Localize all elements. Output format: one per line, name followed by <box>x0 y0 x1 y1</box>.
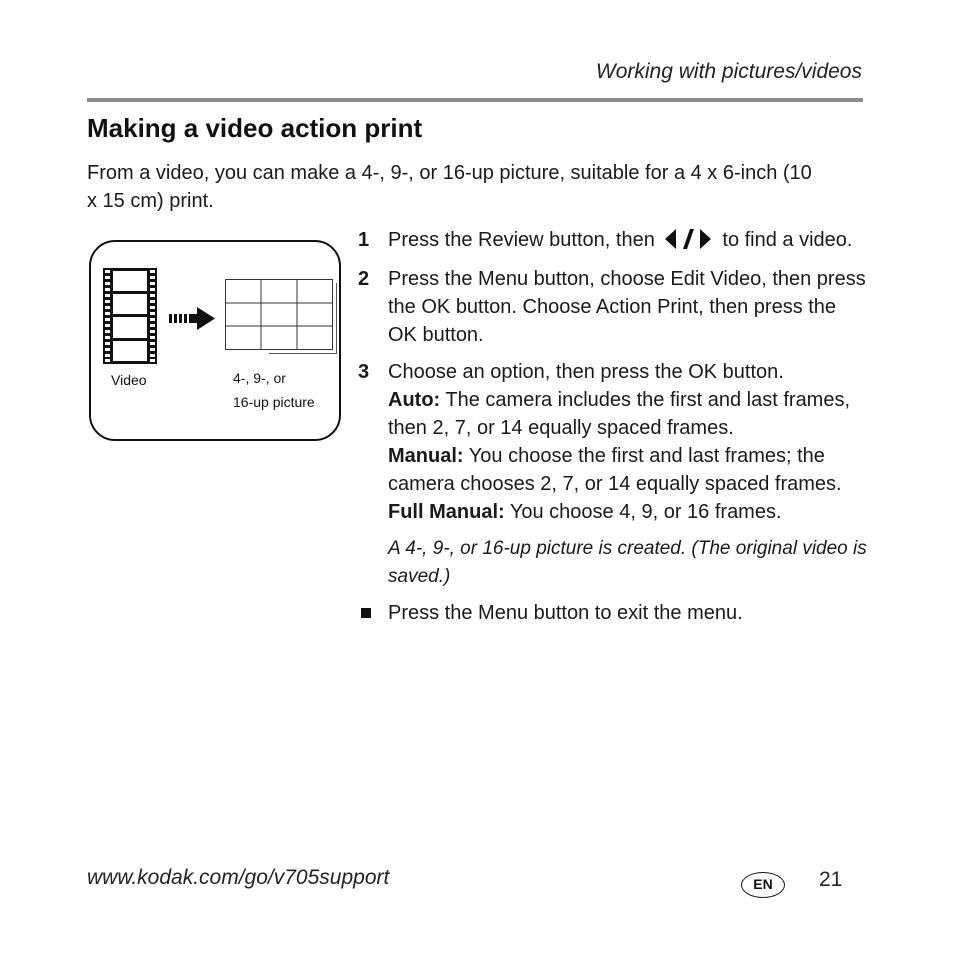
step-3-text: Choose an option, then press the OK button. <box>388 361 784 383</box>
step-number: 2 <box>358 268 370 290</box>
option-auto <box>388 386 868 442</box>
sixteen-up-grid-icon <box>225 279 339 357</box>
grid-label-line-1: 4-, 9-, or <box>233 370 286 386</box>
option-label: Manual: <box>388 445 464 467</box>
language-badge: EN <box>741 872 785 898</box>
step-1-text-before: Press the Review button, then <box>388 229 655 251</box>
option-label: Auto: <box>388 389 441 411</box>
page-number: 21 <box>819 868 843 891</box>
step-number: 3 <box>358 361 370 383</box>
intro-paragraph: From a video, you can make a 4-, 9-, or 16-up picture, suitable for a 4 x 6-inch (10 x 15 cm) print. <box>87 162 812 212</box>
support-url: www.kodak.com/go/v705support <box>87 866 390 889</box>
section-title: Making a video action print <box>87 113 423 143</box>
video-label: Video <box>111 372 147 388</box>
option-full-manual <box>388 498 868 526</box>
step-number: 1 <box>358 229 370 251</box>
result-note: A 4-, 9-, or 16-up picture is created. (The original video is saved.) <box>388 538 867 587</box>
action-print-illustration <box>89 240 341 441</box>
grid-label <box>233 366 315 414</box>
header-divider <box>87 98 863 102</box>
right-arrow-icon <box>169 306 219 330</box>
running-header: Working with pictures/videos <box>595 60 862 83</box>
step-2 <box>358 265 866 349</box>
bullet-text: Press the Menu button to exit the menu. <box>388 602 743 624</box>
step-1 <box>358 226 863 256</box>
option-manual <box>388 442 868 498</box>
step-1-text-after: to find a video. <box>722 229 853 251</box>
left-right-arrows-icon <box>664 227 718 251</box>
option-description: The camera includes the first and last frames, then 2, 7, or 14 equally spaced frames. <box>388 389 851 439</box>
step-2-text: Press the Menu button, choose Edit Video, then press the OK button. Choose Action Print, then press the OK button. <box>388 268 866 346</box>
square-bullet-icon <box>361 608 371 618</box>
option-label: Full Manual: <box>388 501 505 523</box>
step-3 <box>358 358 863 528</box>
film-strip-icon <box>103 268 157 364</box>
grid-label-line-2: 16-up picture <box>233 394 315 410</box>
option-description: You choose the first and last frames; the camera chooses 2, 7, or 14 equally spaced frames. <box>388 445 842 495</box>
option-description: You choose 4, 9, or 16 frames. <box>509 501 782 523</box>
